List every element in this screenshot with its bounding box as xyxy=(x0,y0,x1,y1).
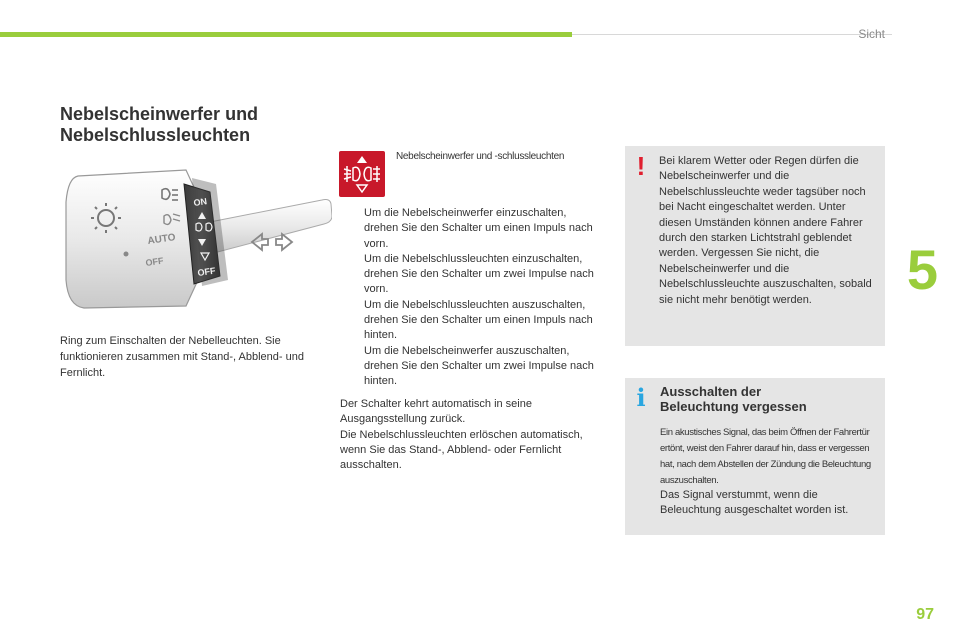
header-divider xyxy=(572,34,892,35)
page-number: 97 xyxy=(916,606,934,623)
instruction-notes xyxy=(340,397,602,473)
fog-light-indicator-label: Nebelscheinwerfer und -schlussleuchten xyxy=(396,151,565,162)
return-note: Der Schalter kehrt automatisch in seine Ausgangsstellung zurück. xyxy=(340,398,532,426)
info-title: Ausschalten der Beleuchtung vergessen xyxy=(660,384,807,414)
chapter-number: 5 xyxy=(906,238,938,301)
page-title-line1: Nebelscheinwerfer und xyxy=(60,104,259,124)
warning-text: Bei klarem Wetter oder Regen dürfen die Nebelscheinwerfer und die Nebelschlussleuchte weder tagsüber noch bei Nacht eingeschaltet werden. Unter diesen Umständen können andere Fahrer durch den starken Lichtstrahl geblendet werden. Vergessen Sie nicht, die Nebelscheinwerfer und die Nebelschlussleuchte auszuschalten, sobald sie nicht mehr benötigt werden. xyxy=(659,155,872,306)
stalk-auto-label: AUTO xyxy=(146,232,177,247)
info-icon: i xyxy=(636,383,646,412)
section-title: Sicht xyxy=(858,27,885,41)
page-title-line2: Nebelschlussleuchten xyxy=(60,125,251,145)
stalk-off-label: OFF xyxy=(144,255,165,268)
ring-off-label: OFF xyxy=(196,265,217,278)
info-text: Das Signal verstummt, wenn die Beleuchtung ausgeschaltet worden ist. xyxy=(660,489,849,517)
light-stalk-illustration xyxy=(60,162,332,314)
instruction-list xyxy=(340,206,602,390)
fog-light-icon xyxy=(339,151,385,197)
fog-light-indicator xyxy=(339,151,385,197)
list-item: Um die Nebelschlussleuchten einzuschalten, drehen Sie den Schalter um zwei Impulse nach vorn. xyxy=(364,252,594,296)
list-item: Um die Nebelscheinwerfer auszuschalten, drehen Sie den Schalter um zwei Impulse nach hinten. xyxy=(364,344,594,388)
auto-off-note: Die Nebelschlussleuchten erlöschen automatisch, wenn Sie das Stand-, Abblend- oder Fernlicht ausschalten. xyxy=(340,428,583,472)
ring-description: Ring zum Einschalten der Nebelleuchten. Sie funktionieren zusammen mit Stand-, Abblend- und Fernlicht. xyxy=(60,335,304,379)
page-title xyxy=(60,104,258,146)
list-item: Um die Nebelscheinwerfer einzuschalten, drehen Sie den Schalter um einen Impuls nach vorn. xyxy=(364,207,593,250)
warning-icon: ! xyxy=(636,151,646,181)
ring-on-label: ON xyxy=(192,196,208,208)
list-item: Um die Nebelschlussleuchten auszuschalten, drehen Sie den Schalter um einen Impuls nach hinten. xyxy=(364,298,593,342)
info-detail: Ein akustisches Signal, das beim Öffnen der Fahrertür ertönt, weist den Fahrer darauf hin, dass er vergessen hat, nach dem Abstellen der Zündung die Beleuchtung auszuschalten. xyxy=(660,427,871,486)
header-accent-bar xyxy=(0,32,572,37)
stalk-dot xyxy=(124,252,129,257)
